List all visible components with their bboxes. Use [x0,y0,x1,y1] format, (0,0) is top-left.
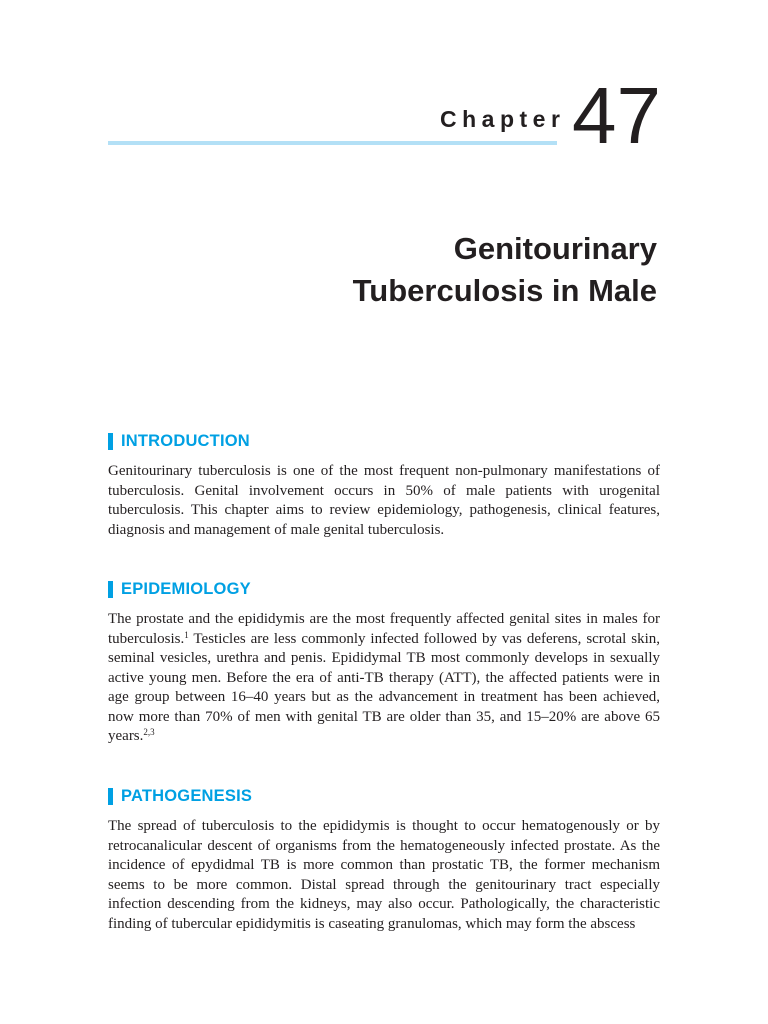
chapter-title-line-2: Tuberculosis in Male [352,273,657,308]
section-heading [108,785,660,807]
section-heading-text: INTRODUCTION [121,431,250,450]
heading-bar-icon [108,788,113,805]
section-pathogenesis [108,785,660,934]
reference-superscript: 2,3 [143,727,155,737]
heading-bar-icon [108,581,113,598]
section-paragraph [108,610,660,747]
section-epidemiology [108,578,660,747]
section-heading [108,578,660,600]
chapter-number: 47 [572,71,661,160]
section-heading-text: PATHOGENESIS [121,786,253,805]
section-paragraph: Genitourinary tuberculosis is one of the most frequent non-pulmonary manifestations of tuberculosis. Genital involvement occurs in 50% of male patients with urogenital tuberculosis. This chapter aims to review epidemiology, pathogenesis, clinical features, diagnosis and management of male genital tuberculosis. [108,463,660,538]
section-introduction [108,430,660,540]
section-paragraph: The spread of tuberculosis to the epididymis is thought to occur hematogenously or by retrocanalicular descent of organisms from the hematogeneously infected prostate. As the incidence of epydidmal TB is more common than prostatic TB, the former mechanism seems to be more common. Distal spread through the genitourinary tract especially infection descending from the kidneys, may also occur. Pathologically, the characteristic finding of tubercular epididymitis is caseating granulomas, which may form the abscess [108,818,660,932]
paragraph-text: The prostate and the epididymis are the most frequently affected genital sites in males for tuberculosis. [108,611,660,647]
chapter-title [353,228,657,312]
reference-superscript: 1 [184,629,189,640]
paragraph-text: Testicles are less commonly infected followed by vas deferens, scrotal skin, seminal vesicles, urethra and penis. Epididymal TB most commonly develops in sexually active young men. Before the era of anti-TB therapy (ATT), the affected patients were in age group between 16–40 years but as the advancement in treatment has been achieved, now more than 70% of men with genital TB are older than 35, and 15–20% are above 65 years. [108,630,660,744]
chapter-label: Chapter [440,106,566,132]
section-heading-text: EPIDEMIOLOGY [121,579,251,598]
heading-bar-icon [108,433,113,450]
chapter-title-line-1: Genitourinary [453,231,657,266]
chapter-rule [108,141,557,145]
section-heading [108,430,660,452]
